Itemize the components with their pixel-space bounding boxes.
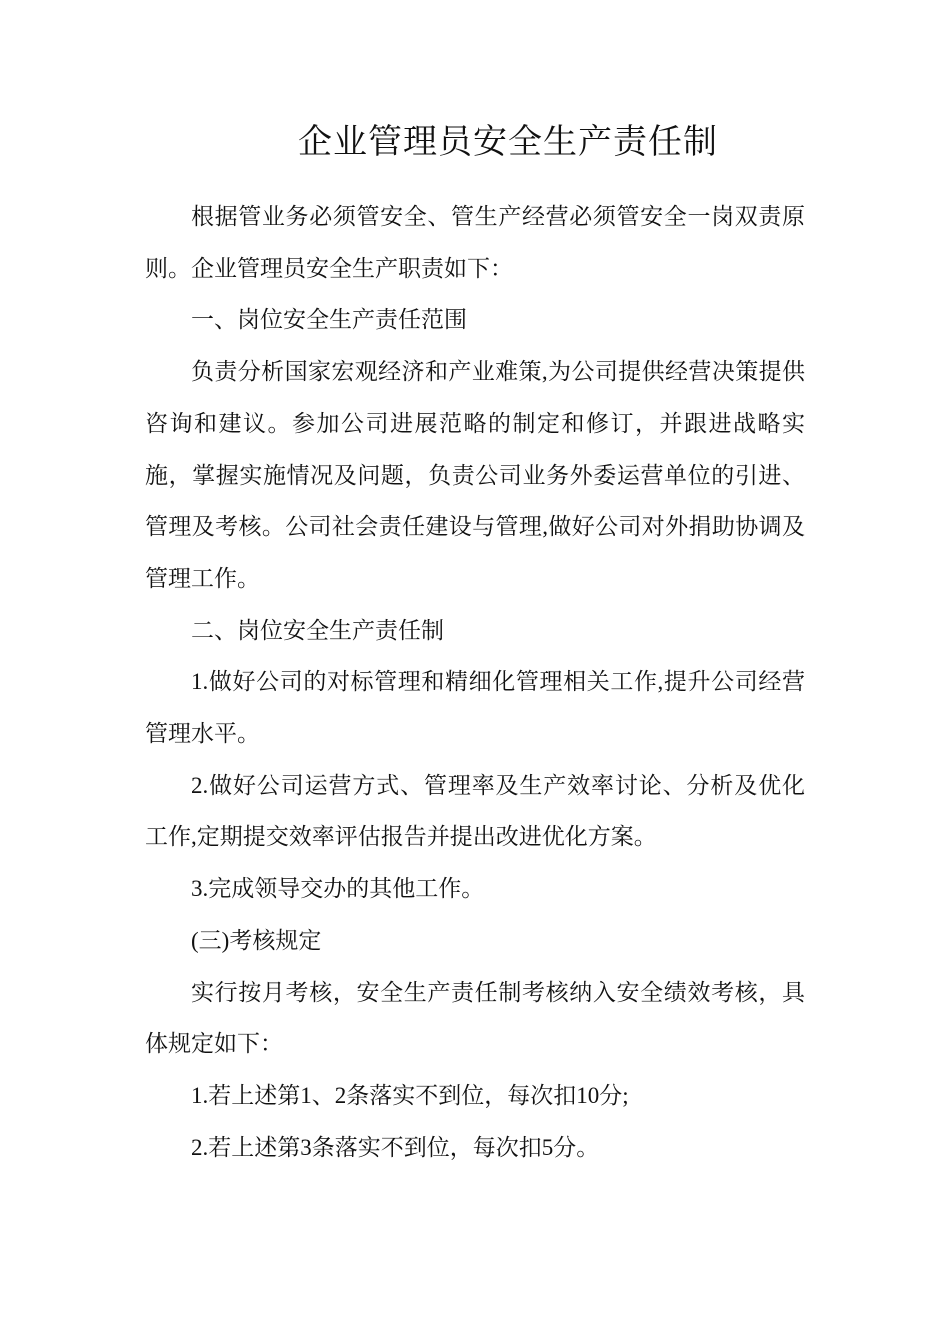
paragraph-scope: 负责分析国家宏观经济和产业难策,为公司提供经营决策提供咨询和建议。参加公司进展范略的制定和修订，并跟进战略实施，掌握实施情况及问题，负责公司业务外委运营单位的引进、管理及考核。公司社会责任建设与管理,做好公司对外捐助协调及管理工作。 — [145, 359, 805, 591]
document-title: 企业管理员安全生产责任制 — [298, 124, 718, 161]
section-heading-responsibility: 二、岗位安全生产责任制 — [191, 617, 444, 643]
section-heading-scope: 一、岗位安全生产责任范围 — [191, 307, 467, 333]
list-item-2: 2.做好公司运营方式、管理率及生产效率讨论、分析及优化工作,定期提交效率评估报告并提出改进优化方案。 — [145, 772, 805, 850]
list-item-3: 3.完成领导交办的其他工作。 — [191, 876, 485, 902]
document-body — [145, 191, 805, 1173]
paragraph-assessment: 实行按月考核，安全生产责任制考核纳入安全绩效考核，具体规定如下： — [145, 979, 805, 1057]
paragraph-intro: 根据管业务必须管安全、管生产经营必须管安全一岗双责原则。企业管理员安全生产职责如下： — [145, 204, 805, 281]
list-item-1: 1.做好公司的对标管理和精细化管理相关工作,提升公司经营管理水平。 — [145, 669, 805, 747]
section-heading-assessment: (三)考核规定 — [191, 927, 322, 953]
assessment-rule-1: 1.若上述第1、2条落实不到位，每次扣10分; — [191, 1082, 629, 1108]
assessment-rule-2: 2.若上述第3条落实不到位，每次扣5分。 — [191, 1134, 600, 1160]
